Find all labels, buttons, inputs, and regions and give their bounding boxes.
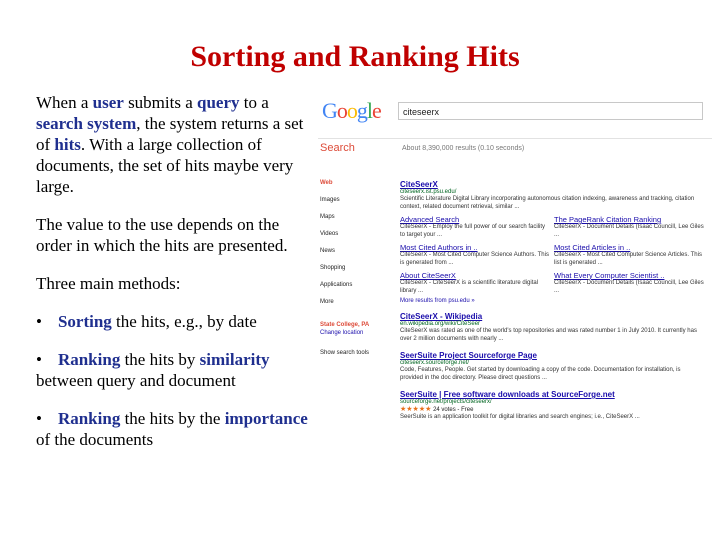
main-result <box>400 180 705 304</box>
logo-letter: o <box>346 98 357 123</box>
search-result <box>400 390 705 421</box>
google-results-screenshot <box>312 88 712 508</box>
change-location-link[interactable]: Change location <box>320 330 364 336</box>
logo-letter: G <box>322 98 337 123</box>
methods-heading: Three main methods: <box>36 274 181 293</box>
result-title[interactable]: SeerSuite | Free software downloads at SourceForge.net <box>400 390 615 399</box>
sitelink-description: CiteSeerX - Document Details (Isaac Councill, Lee Giles ... <box>554 280 704 294</box>
rating-text: 24 votes - Free <box>433 407 474 413</box>
sitelink <box>554 215 704 239</box>
search-label: Search <box>320 142 355 154</box>
search-result <box>400 312 705 343</box>
logo-letter: l <box>366 98 373 123</box>
sitelink-description: CiteSeerX - Most Cited Computer Science Articles. This list is generated ... <box>554 252 702 266</box>
value-paragraph: The value to the use depends on the order in which the hits are presented. <box>36 215 288 255</box>
text-segment: to a <box>239 93 269 112</box>
result-title[interactable]: CiteSeerX - Wikipedia <box>400 312 483 321</box>
main-result-snippet: Scientific Literature Digital Library incorporating autonomous citation indexing, awareness and tracking, citation context, related document retrieval, similar ... <box>400 196 695 210</box>
sitelink-title[interactable]: Advanced Search <box>400 215 460 224</box>
result-snippet: Code, Features, People. Get started by downloading a copy of the code. Documentation for installation, is provided in the doc directory. Please direct questions ... <box>400 367 681 381</box>
sitelink <box>400 271 550 295</box>
results-list <box>400 180 705 421</box>
method-bullet-similarity: • Ranking the hits by similarity between query and document <box>36 350 270 390</box>
sitelink-description: CiteSeerX - Document Details (Isaac Councill, Lee Giles ... <box>554 224 704 238</box>
search-sidebar <box>320 180 395 356</box>
sitelinks <box>400 215 705 295</box>
bullet-icon: • <box>36 312 42 331</box>
sidebar-item-shopping[interactable]: Shopping <box>320 265 346 271</box>
bullet-icon: • <box>36 409 42 428</box>
sidebar-item-applications[interactable]: Applications <box>320 282 353 288</box>
sitelink-description: CiteSeerX - CiteSeerX is a scientific literature digital library ... <box>400 280 539 294</box>
logo-letter: e <box>372 98 381 123</box>
logo-letter: o <box>336 98 347 123</box>
keyword: query <box>197 93 240 112</box>
keyword: search system <box>36 114 137 133</box>
text-segment: , the system returns a set of <box>36 114 304 154</box>
slide-title: Sorting and Ranking Hits <box>190 40 520 73</box>
sitelink-description: CiteSeerX - Employ the full power of our search facility to target your ... <box>400 224 546 238</box>
result-title[interactable]: SeerSuite Project Sourceforge Page <box>400 351 537 360</box>
sidebar-item-more[interactable]: More <box>320 299 334 305</box>
result-snippet: CiteSeerX was rated as one of the world's top repositories and was rated number 1 in July 2010. It currently has over 2 million documents with nearly ... <box>400 328 697 342</box>
star-rating-icon: ★★★★★ <box>400 406 432 413</box>
result-snippet: SeerSuite is an application toolkit for digital libraries and search engines; i.e., CiteSeerX ... <box>400 414 640 420</box>
sitelink <box>400 215 550 239</box>
text-segment: submits a <box>123 93 198 112</box>
header-divider <box>318 138 712 139</box>
method-bullet-importance: • Ranking the hits by the importance of the documents <box>36 409 308 449</box>
result-url: sourceforge.net/projects/citeseerx/ <box>400 399 492 405</box>
text-segment: When a <box>36 93 93 112</box>
main-result-title[interactable]: CiteSeerX <box>400 180 438 189</box>
rating-line <box>400 405 705 413</box>
sitelink <box>400 243 550 267</box>
sitelink <box>554 271 704 295</box>
sidebar-item-images[interactable]: Images <box>320 197 340 203</box>
sitelink-description: CiteSeerX - Most Cited Computer Science Authors. This is generated from ... <box>400 252 549 266</box>
sidebar-item-web[interactable]: Web <box>320 180 333 186</box>
sitelink-title[interactable]: Most Cited Authors in .. <box>400 243 478 252</box>
result-url: citeseerx.sourceforge.net/ <box>400 360 470 366</box>
keyword: user <box>92 93 124 112</box>
sitelink <box>554 243 704 267</box>
main-result-url: citeseerx.ist.psu.edu/ <box>400 189 457 195</box>
bullet-icon: • <box>36 350 42 369</box>
location-label: State College, PA <box>320 322 370 328</box>
sitelink-title[interactable]: What Every Computer Scientist .. <box>554 271 665 280</box>
logo-letter: g <box>356 98 367 123</box>
sitelink-title[interactable]: Most Cited Articles in .. <box>554 243 631 252</box>
slide-body <box>36 92 316 450</box>
result-url: en.wikipedia.org/wiki/CiteSeer <box>400 321 481 327</box>
method-bullet-sorting: • Sorting the hits, e.g., by date <box>36 312 257 331</box>
show-search-tools-link[interactable]: Show search tools <box>320 350 370 356</box>
google-logo[interactable] <box>322 98 381 124</box>
text-segment: . With a large collection of documents, the set of hits maybe very large. <box>36 135 294 196</box>
sidebar-item-news[interactable]: News <box>320 248 336 254</box>
result-count: About 8,390,000 results (0.10 seconds) <box>402 145 525 152</box>
intro-paragraph <box>36 92 316 197</box>
search-input[interactable]: citeseerx <box>398 102 703 120</box>
sidebar-item-maps[interactable]: Maps <box>320 214 335 220</box>
more-results-link[interactable]: More results from psu.edu » <box>400 298 475 304</box>
search-result <box>400 351 705 382</box>
sitelink-title[interactable]: The PageRank Citation Ranking <box>554 215 662 224</box>
sitelink-title[interactable]: About CiteSeerX <box>400 271 456 280</box>
keyword: hits <box>54 135 81 154</box>
sidebar-item-videos[interactable]: Videos <box>320 231 339 237</box>
